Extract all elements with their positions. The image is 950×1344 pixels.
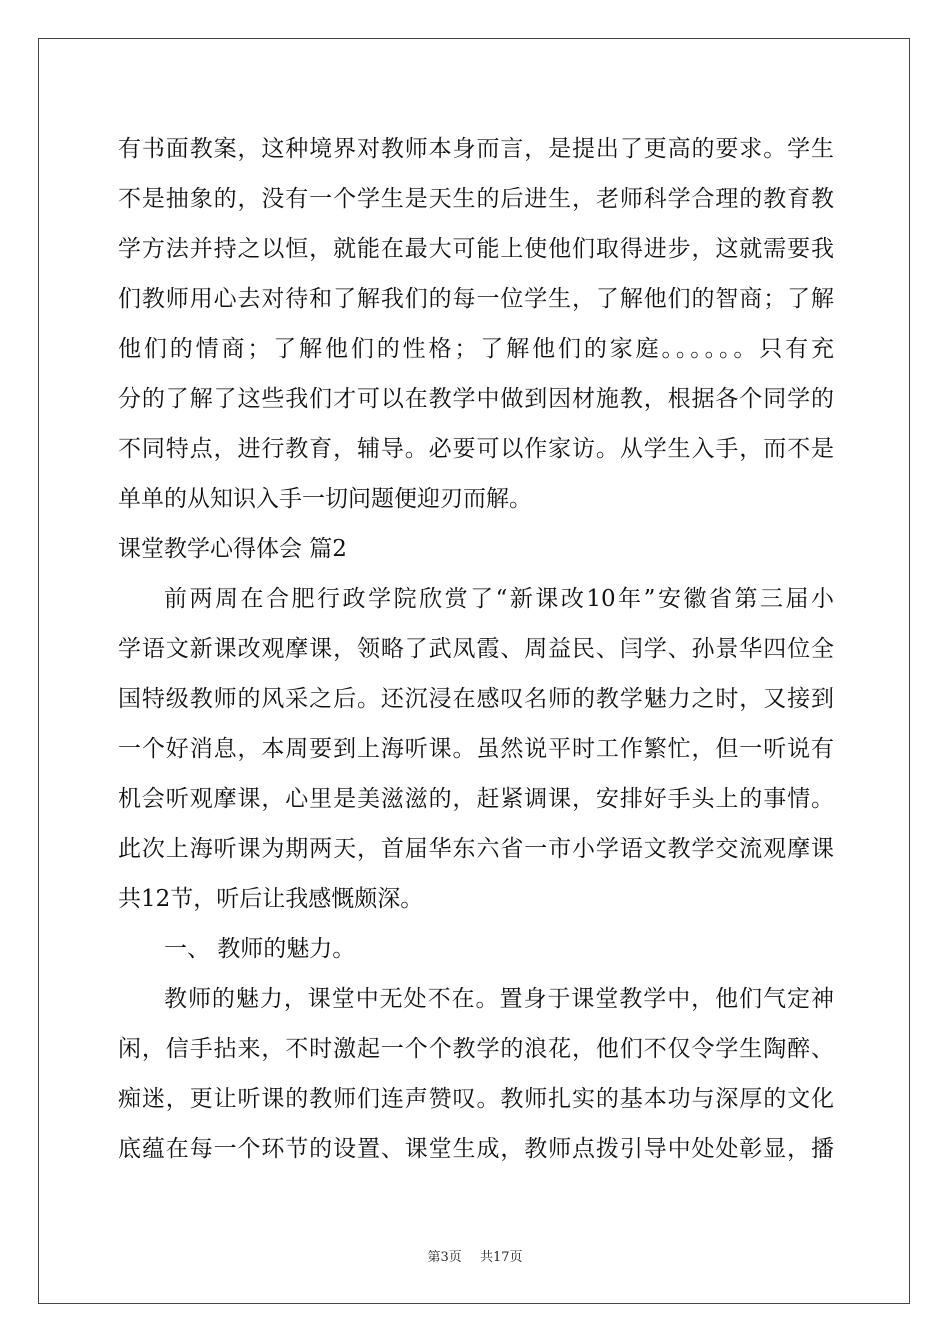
text-line: 此次上海听课为期两天，首届华东六省一市小学语文教学交流观摩课: [118, 836, 834, 862]
text-line: 们教师用心去对待和了解我们的每一位学生，了解他们的智商；了解: [118, 286, 834, 312]
text-line: 底蕴在每一个环节的设置、课堂生成，教师点拨引导中处处彰显，播: [118, 1136, 834, 1162]
text-line: 不是抽象的，没有一个学生是天生的后进生，老师科学合理的教育教: [118, 186, 834, 212]
document-body: [118, 124, 834, 1174]
text-line: 学语文新课改观摩课，领略了武凤霞、周益民、闫学、孙景华四位全: [118, 636, 834, 662]
page-total: 共17页: [479, 1250, 523, 1265]
text-line: 学方法并持之以恒，就能在最大可能上使他们取得进步，这就需要我: [118, 236, 834, 262]
page-footer: [0, 1246, 950, 1265]
text-line: 国特级教师的风采之后。还沉浸在感叹名师的教学魅力之时，又接到: [118, 686, 834, 712]
text-line: 机会听观摩课，心里是美滋滋的，赶紧调课，安排好手头上的事情。: [118, 786, 834, 812]
section-heading: 课堂教学心得体会 篇2: [118, 536, 347, 562]
text-line: 一个好消息，本周要到上海听课。虽然说平时工作繁忙，但一听说有: [118, 736, 834, 762]
text-line: 前两周在合肥行政学院欣赏了“新课改10年”安徽省第三届小: [164, 586, 834, 612]
text-line: 痴迷，更让听课的教师们连声赞叹。教师扎实的基本功与深厚的文化: [118, 1086, 834, 1112]
text-line: 不同特点，进行教育，辅导。必要可以作家访。从学生入手，而不是: [118, 436, 834, 462]
subsection-heading: 一、 教师的魅力。: [164, 936, 356, 962]
text-line: 共12节，听后让我感慨颇深。: [118, 886, 424, 912]
text-line: 教师的魅力，课堂中无处不在。置身于课堂教学中，他们气定神: [164, 986, 834, 1012]
page-number: 第3页: [427, 1250, 462, 1265]
text-line: 闲，信手拈来，不时激起一个个教学的浪花，他们不仅令学生陶醉、: [118, 1036, 834, 1062]
text-line: 他们的情商；了解他们的性格；了解他们的家庭。。。。。。只有充: [118, 336, 834, 362]
text-line: 分的了解了这些我们才可以在教学中做到因材施教，根据各个同学的: [118, 386, 834, 412]
text-line: 单单的从知识入手一切问题便迎刃而解。: [118, 486, 532, 512]
text-line: 有书面教案，这种境界对教师本身而言，是提出了更高的要求。学生: [118, 136, 834, 162]
